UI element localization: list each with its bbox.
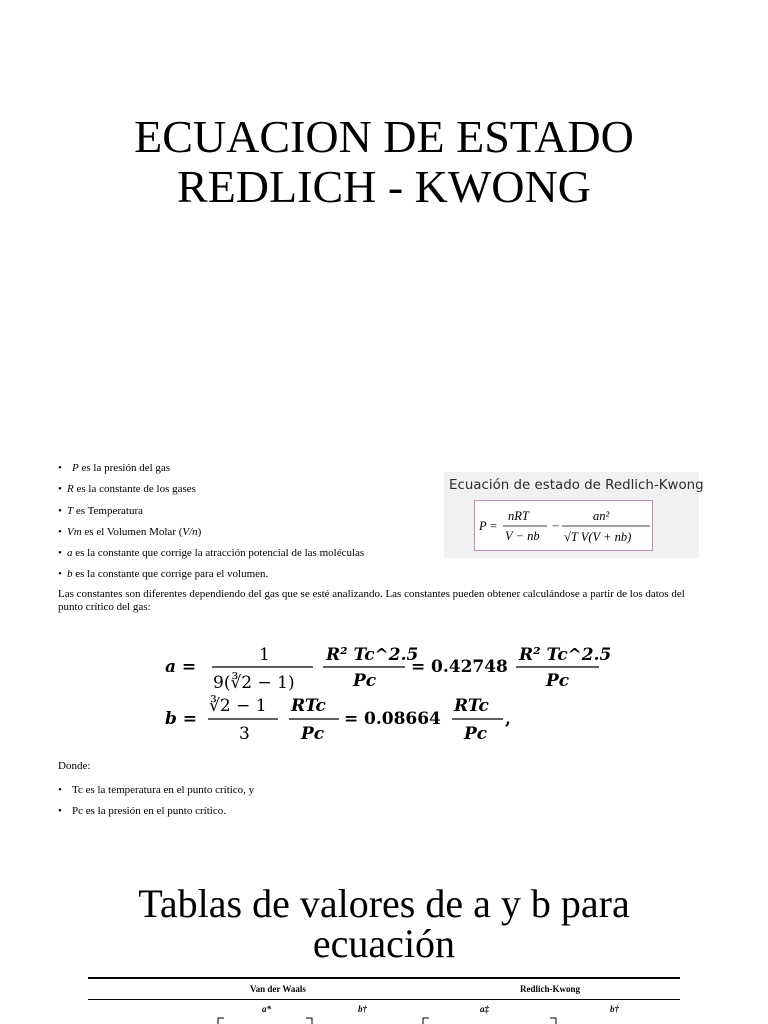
- definition-item: • P es la presión del gas: [58, 462, 171, 474]
- critical-point-list: [58, 780, 254, 823]
- b-term-den-2: Pc: [464, 724, 488, 744]
- bracket-left-1: [218, 1018, 224, 1024]
- definition-item: • T es Temperatura: [58, 504, 144, 517]
- header-van-der-waals: Van der Waals: [250, 984, 306, 994]
- variable-definitions: [58, 458, 364, 586]
- bracket-right-2: [550, 1018, 556, 1024]
- constants-equations-svg: [163, 640, 623, 750]
- a-frac-den: 9(∛2 − 1): [213, 673, 295, 693]
- critical-item: • Pc es la presión en el punto crítico.: [58, 805, 226, 818]
- col-b-vdw: b†: [358, 1004, 367, 1014]
- definition-item: • b es la constante que corrige para el volumen.: [58, 568, 269, 581]
- redlich-kwong-equation: [474, 500, 653, 551]
- a-frac-num: 1: [259, 645, 270, 665]
- b-equals: =: [344, 709, 359, 729]
- title-line-2: REDLICH - KWONG: [177, 161, 591, 212]
- tables-heading-line-2: ecuación: [312, 921, 456, 966]
- definition-item: • a es la constante que corrige la atracción potencial de las moléculas: [58, 547, 365, 560]
- a-term-num: R² Tc^2.5: [326, 645, 419, 665]
- a-term-num-2: R² Tc^2.5: [519, 645, 612, 665]
- tables-heading-line-1: Tablas de valores de a y b para: [138, 881, 630, 926]
- eq-num-2: an²: [593, 509, 610, 523]
- definition-item: • Vm es el Volumen Molar (V/n): [58, 525, 202, 538]
- formula-image: [444, 472, 704, 558]
- b-constant: 0.08664: [364, 709, 441, 729]
- header-redlich-kwong: Redlich-Kwong: [520, 984, 581, 994]
- b-frac-den: 3: [239, 724, 250, 744]
- bracket-right-1: [306, 1018, 312, 1024]
- table-top-rule: [88, 977, 680, 979]
- eq-equals: =: [490, 519, 498, 533]
- equation-svg: [475, 501, 652, 550]
- critical-item: • Tc es la temperatura en el punto crítico, y: [58, 784, 255, 796]
- definition-item: • R es la constante de los gases: [58, 483, 196, 496]
- table-header-rule: [88, 999, 680, 1000]
- eq-num-1: nRT: [508, 509, 529, 523]
- donde-label: Donde:: [58, 760, 91, 772]
- eq-den-2: √T V(V + nb): [564, 530, 632, 544]
- b-frac-num: ∛2 − 1: [209, 696, 267, 716]
- b-comma: ,: [505, 709, 511, 729]
- a-lhs: a =: [165, 657, 197, 677]
- col-a-vdw: a*: [262, 1004, 271, 1014]
- a-equals: =: [411, 657, 426, 677]
- constants-equations: [163, 640, 623, 750]
- a-term-den-2: Pc: [546, 671, 570, 691]
- a-constant: 0.42748: [431, 657, 508, 677]
- page-title: [0, 112, 768, 212]
- b-term-den: Pc: [301, 724, 325, 744]
- eq-minus: −: [552, 519, 560, 533]
- b-lhs: b =: [165, 709, 198, 729]
- b-term-num: RTc: [291, 696, 326, 716]
- table-brackets: [88, 1016, 680, 1024]
- title-line-1: ECUACION DE ESTADO: [134, 111, 634, 162]
- bracket-left-2: [423, 1018, 429, 1024]
- tables-heading: [0, 881, 768, 966]
- col-a-rk: a‡: [480, 1004, 489, 1014]
- col-b-rk: b†: [610, 1004, 619, 1014]
- formula-image-title: Ecuación de estado de Redlich-Kwong: [449, 478, 704, 493]
- eq-p: P: [479, 519, 487, 533]
- b-term-num-2: RTc: [454, 696, 489, 716]
- constants-paragraph: Las constantes son diferentes dependiendo del gas que se esté analizando. Las constantes pueden obtener calculándose a partir de los datos del punto crítico del gas:: [58, 588, 685, 613]
- values-table: [88, 977, 680, 1024]
- a-term-den: Pc: [353, 671, 377, 691]
- eq-den-1: V − nb: [505, 529, 540, 543]
